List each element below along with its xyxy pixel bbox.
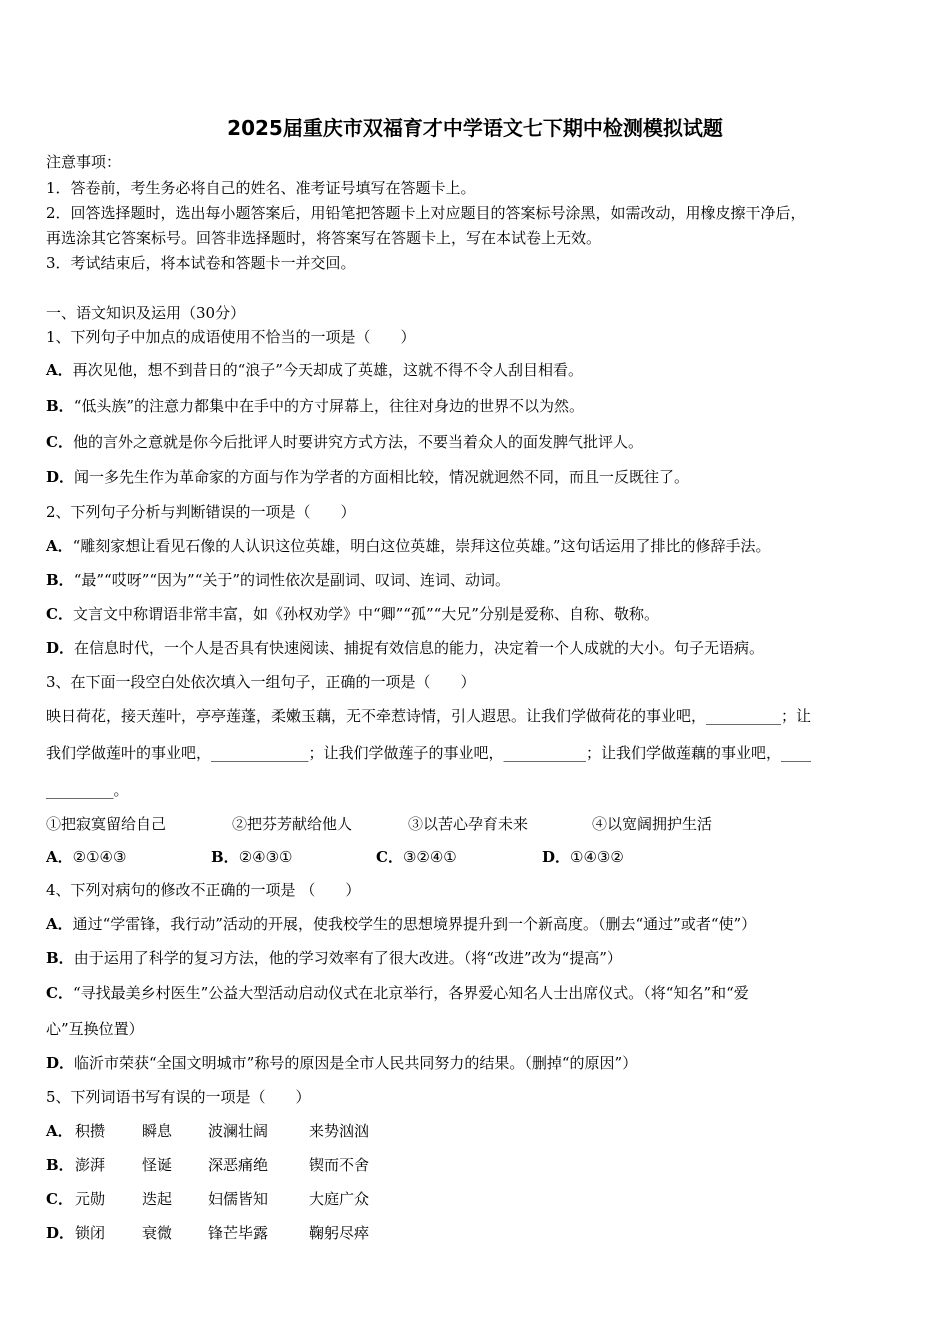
option-label: B． [46,949,74,967]
passage-line: _________。 [46,781,129,799]
option-label: B． [46,1156,74,1174]
word: 瞬息 [142,1122,173,1140]
option-label: D． [542,848,571,866]
word: 积攒 [75,1122,106,1140]
option-line [46,1053,637,1073]
option-label: C． [46,433,73,451]
option-text: ②①④③ [72,848,127,866]
question-stem: 4、下列对病句的修改不正确的一项是 （ ） [46,881,361,899]
word: 妇儒皆知 [208,1190,269,1208]
option-label: D． [46,639,75,657]
option-label: B． [46,571,74,589]
notice-item: 1．答卷前，考生务必将自己的姓名、准考证号填写在答题卡上。 [46,179,476,197]
option-text: 闻一多先生作为革命家的方面与作为学者的方面相比较，情况就迥然不同，而且一反既往了。 [74,468,690,486]
option-text: 他的言外之意就是你今后批评人时要讲究方式方法，不要当着众人的面发脾气批评人。 [72,433,643,451]
question-stem: 3、在下面一段空白处依次填入一组句子，正确的一项是（ ） [46,673,476,691]
notice-item: 2．回答选择题时，选出每小题答案后，用铅笔把答题卡上对应题目的答案标号涂黑，如需改动，用橡皮擦干净后， [46,204,806,222]
choice-item: ②把芬芳献给他人 [232,815,353,833]
page-title: 2025届重庆市双福育才中学语文七下期中检测模拟试题 [227,116,723,140]
word: 澎湃 [75,1156,106,1174]
option-text: ③②④① [402,848,457,866]
section-heading: 一、语文知识及运用（30分） [46,304,246,322]
passage-line: 映日荷花，接天莲叶，亭亭莲蓬，柔嫩玉藕，无不牵惹诗情，引人遐思。让我们学做荷花的事业吧，__________；让 [46,707,812,725]
option-line [46,467,689,487]
notice-item: 3．考试结束后，将本试卷和答题卡一并交回。 [46,254,356,272]
option-text: 通过“学雷锋，我行动”活动的开展，使我校学生的思想境界提升到一个新高度。（删去“通过”或者“使”） [72,915,757,933]
option-text: 由于运用了科学的复习方法，他的学习效率有了很大改进。（将“改进”改为“提高”） [73,949,622,967]
option-line [46,536,770,556]
option-text: “最”“哎呀”“因为”“关于”的词性依次是副词、叹词、连词、动词。 [73,571,511,589]
option-text: ①④③② [570,848,624,866]
question-stem: 5、下列词语书写有误的一项是（ ） [46,1088,311,1106]
option-row [46,1121,546,1141]
option-label: C． [46,605,73,623]
option-label: B． [211,848,239,866]
word: 元勋 [75,1190,106,1208]
option-line [46,983,749,1003]
option-text: “低头族”的注意力都集中在手中的方寸屏幕上，往往对身边的世界不以为然。 [73,397,585,415]
option-text: 再次见他，想不到昔日的“浪子”今天却成了英雄，这就不得不令人刮目相看。 [72,361,583,379]
word: 鞠躬尽瘁 [309,1224,370,1242]
passage-line: 我们学做莲叶的事业吧，_____________；让我们学做莲子的事业吧，___________；让我们学做莲藕的事业吧，____ [46,744,812,762]
option-label: D． [46,1054,75,1072]
option-text: “雕刻家想让看见石像的人认识这位英雄，明白这位英雄，崇拜这位英雄。”这句话运用了排比的修辞手法。 [72,537,771,555]
notice-heading: 注意事项： [46,153,122,171]
word: 迭起 [142,1190,173,1208]
option-row [46,1223,546,1243]
question-stem: 1、下列句子中加点的成语使用不恰当的一项是（ ） [46,328,416,346]
word: 来势汹汹 [309,1122,370,1140]
notice-item: 再选涂其它答案标号。回答非选择题时，将答案写在答题卡上，写在本试卷上无效。 [46,229,602,247]
choice-item: ①把寂寞留给自己 [46,815,167,833]
choice-row [46,814,906,834]
option-line [46,948,622,968]
option-text: 心”互换位置） [46,1020,144,1038]
word: 锋芒毕露 [208,1224,269,1242]
word: 波澜壮阔 [208,1122,269,1140]
option-label: D． [46,468,75,486]
option-row [46,847,906,867]
option-line [46,570,510,590]
option-label: D． [46,1224,75,1242]
option-label: A． [46,537,73,555]
option-text: “寻找最美乡村医生”公益大型活动启动仪式在北京举行，各界爱心知名人士出席仪式。（将“知名”和“爱 [72,984,749,1002]
word: 怪诞 [142,1156,173,1174]
option-label: A． [46,915,73,933]
option-text: 文言文中称谓语非常丰富，如《孙权劝学》中“卿”“孤”“大兄”分别是爱称、自称、敬称。 [72,605,659,623]
word: 锲而不舍 [309,1156,370,1174]
option-line [46,360,583,380]
word: 深恶痛绝 [208,1156,269,1174]
choice-item: ③以苦心孕育未来 [408,815,529,833]
option-line [46,1019,144,1039]
word: 衰微 [142,1224,173,1242]
option-line [46,396,584,416]
option-label: A． [46,361,73,379]
question-stem: 2、下列句子分析与判断错误的一项是（ ） [46,503,356,521]
option-label: C． [46,984,73,1002]
choice-item: ④以宽阔拥护生活 [592,815,713,833]
option-text: 临沂市荣获“全国文明城市”称号的原因是全市人民共同努力的结果。（删掉“的原因”） [74,1054,638,1072]
option-line [46,638,764,658]
option-text: ②④③① [238,848,293,866]
option-label: B． [46,397,74,415]
option-label: A． [46,1122,73,1140]
option-row [46,1189,546,1209]
option-label: A． [46,848,73,866]
option-label: C． [376,848,403,866]
option-line [46,432,643,452]
option-line [46,914,756,934]
option-line [46,604,659,624]
word: 锁闭 [75,1224,106,1242]
word: 大庭广众 [309,1190,370,1208]
option-label: C． [46,1190,73,1208]
option-text: 在信息时代，一个人是否具有快速阅读、捕捉有效信息的能力，决定着一个人成就的大小。句子无语病。 [74,639,765,657]
option-row [46,1155,546,1175]
